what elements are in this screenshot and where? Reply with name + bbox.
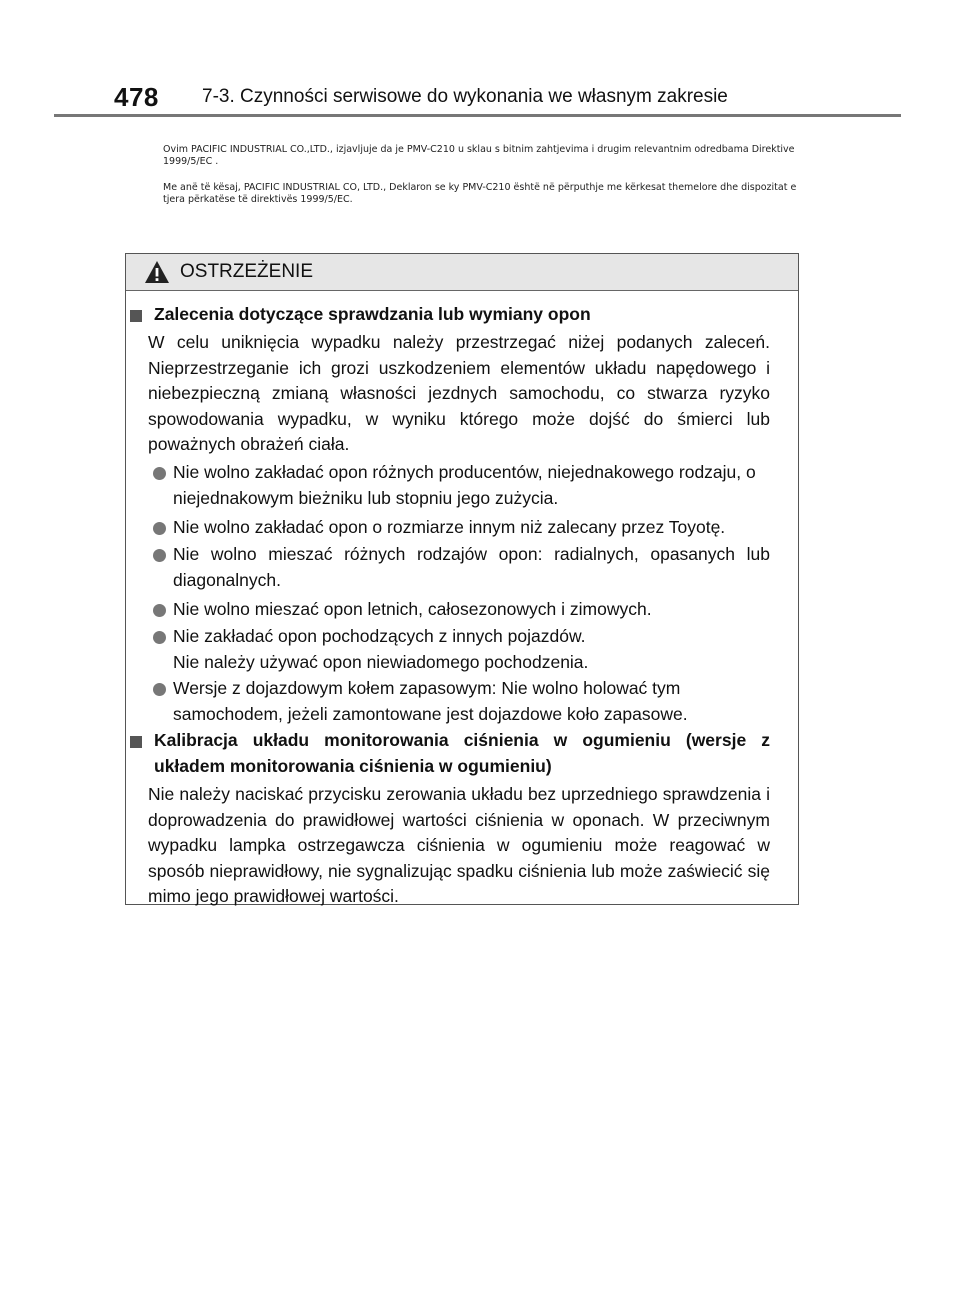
warning-box — [125, 253, 799, 905]
round-bullet-icon — [153, 631, 166, 644]
round-bullet-icon — [153, 604, 166, 617]
warning-header — [126, 254, 798, 291]
square-bullet-icon — [130, 736, 142, 748]
bullet-item: Nie wolno zakładać opon o rozmiarze innym niż zalecany przez Toyotę. — [173, 517, 726, 537]
warning-title: OSTRZEŻENIE — [180, 261, 314, 282]
bullet-item: Nie zakładać opon pochodzących z innych pojazdów. Nie należy używać opon niewiadomego pochodzenia. — [173, 626, 589, 672]
declaration-croatian — [163, 144, 803, 168]
bullet-item: Nie wolno mieszać różnych rodzajów opon: radialnych, opasanych lub diagonalnych. — [173, 544, 770, 590]
round-bullet-icon — [153, 683, 166, 696]
warning-triangle-icon — [144, 260, 170, 284]
declaration-text: Ovim PACIFIC INDUSTRIAL CO.,LTD., izjavljuje da je PMV-C210 u sklau s bitnim zahtjevima i drugim relevantnim odredbama Direktive 1999/5/EC . — [163, 144, 795, 167]
section1-intro: W celu uniknięcia wypadku należy przestrzegać niżej podanych zaleceń. Nieprzestrzeganie ich grozi uszkodzeniem elementów układu napędowego i niebezpieczną zmianą własności jezdnych samochodu, co stwarza ryzyko spowodowania wypadku, w wyniku którego może dojść do śmierci lub poważnych obrażeń ciała. — [148, 332, 770, 454]
square-bullet-icon — [130, 310, 142, 322]
round-bullet-icon — [153, 467, 166, 480]
section1-heading: Zalecenia dotyczące sprawdzania lub wymiany opon — [154, 304, 591, 324]
page-number: 478 — [114, 82, 159, 112]
section2-body: Nie należy naciskać przycisku zerowania układu bez uprzedniego sprawdzenia i doprowadzenia do prawidłowej wartości ciśnienia w oponach. W przeciwnym wypadku lampka ostrzegawcza ciśnienia w ogumieniu może reagować w sposób nieprawidłowy, nie sygnalizując spadku ciśnienia lub może zaświecić się mimo jego prawidłowej wartości. — [148, 784, 770, 906]
declaration-text: Me anë të kësaj, PACIFIC INDUSTRIAL CO, LTD., Deklaron se ky PMV-C210 është në përputhje me kërkesat themelore dhe dispozitat e tjera përkatëse të direktivës 1999/5/EC. — [163, 182, 797, 205]
bullet-item: Nie wolno mieszać opon letnich, całosezonowych i zimowych. — [173, 599, 652, 619]
section-title: 7-3. Czynności serwisowe do wykonania we własnym zakresie — [202, 86, 728, 107]
page-header — [54, 74, 901, 117]
round-bullet-icon — [153, 522, 166, 535]
round-bullet-icon — [153, 549, 166, 562]
section2-heading: Kalibracja układu monitorowania ciśnienia w ogumieniu (wersje z układem monitorowania ciśnienia w ogumieniu) — [154, 730, 770, 776]
bullet-item: Wersje z dojazdowym kołem zapasowym: Nie wolno holować tym samochodem, jeżeli zamontowane jest dojazdowe koło zapasowe. — [173, 678, 688, 724]
bullet-item: Nie wolno zakładać opon różnych producentów, niejednakowego rodzaju, o niejednakowym bieżniku lub stopniu jego zużycia. — [173, 462, 756, 508]
declaration-albanian — [163, 182, 803, 206]
